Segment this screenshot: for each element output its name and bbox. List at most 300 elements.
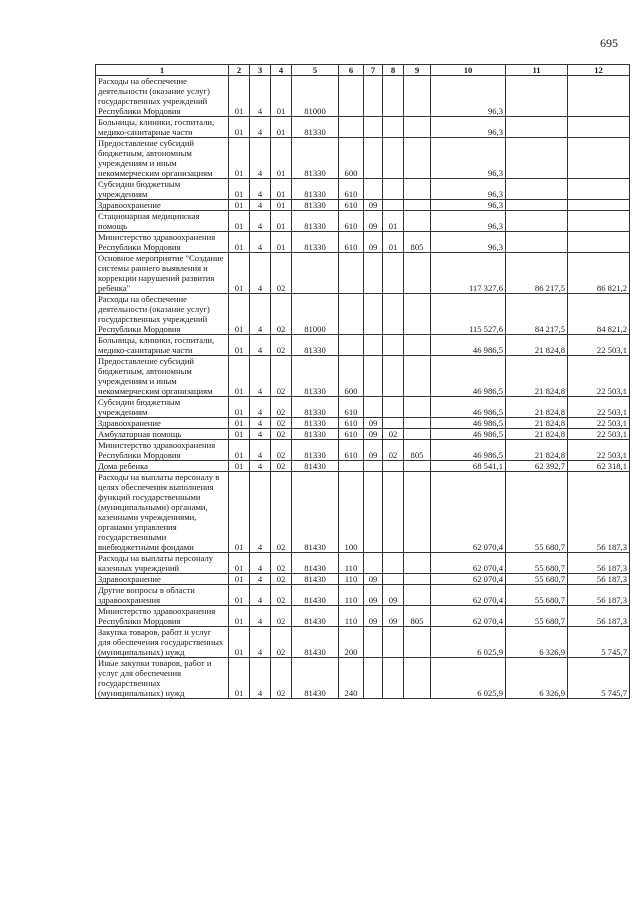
cell-section: 09	[364, 200, 383, 211]
cell-amount-1: 46 986,5	[431, 440, 506, 461]
cell-subprogram: 4	[250, 76, 271, 117]
cell-ministry	[404, 76, 431, 117]
table-row	[96, 658, 630, 699]
cell-amount-3	[568, 76, 630, 117]
cell-subprogram: 4	[250, 627, 271, 658]
table-row	[96, 232, 630, 253]
cell-program: 01	[229, 627, 250, 658]
cell-subsection	[383, 461, 404, 472]
cell-event: 02	[271, 253, 292, 294]
cell-event: 02	[271, 574, 292, 585]
cell-subsection	[383, 179, 404, 200]
cell-expense-type: 240	[339, 658, 364, 699]
cell-direction: 81330	[292, 335, 339, 356]
cell-ministry	[404, 627, 431, 658]
cell-amount-1: 46 986,5	[431, 356, 506, 397]
cell-ministry	[404, 138, 431, 179]
cell-expense-type: 610	[339, 418, 364, 429]
cell-amount-3	[568, 232, 630, 253]
cell-amount-1: 46 986,5	[431, 335, 506, 356]
cell-expense-type: 610	[339, 429, 364, 440]
cell-program: 01	[229, 658, 250, 699]
cell-amount-2: 21 824,8	[506, 356, 568, 397]
cell-amount-1: 115 527,6	[431, 294, 506, 335]
cell-expense-type: 110	[339, 574, 364, 585]
cell-event: 02	[271, 356, 292, 397]
cell-program: 01	[229, 440, 250, 461]
cell-ministry	[404, 585, 431, 606]
cell-amount-2: 6 326,9	[506, 658, 568, 699]
col-header-4: 4	[271, 65, 292, 76]
cell-subprogram: 4	[250, 232, 271, 253]
cell-section	[364, 117, 383, 138]
cell-amount-2	[506, 138, 568, 179]
cell-amount-2	[506, 76, 568, 117]
cell-ministry	[404, 211, 431, 232]
cell-subprogram: 4	[250, 200, 271, 211]
cell-program: 01	[229, 253, 250, 294]
cell-amount-1: 6 025,9	[431, 627, 506, 658]
cell-amount-3	[568, 179, 630, 200]
cell-program: 01	[229, 356, 250, 397]
cell-amount-1: 117 327,6	[431, 253, 506, 294]
cell-expense-type: 110	[339, 585, 364, 606]
cell-expense-type: 610	[339, 440, 364, 461]
cell-subsection	[383, 356, 404, 397]
cell-section: 09	[364, 232, 383, 253]
cell-expense-type: 110	[339, 553, 364, 574]
cell-section	[364, 461, 383, 472]
cell-expense-type	[339, 335, 364, 356]
page-number: 695	[600, 36, 618, 50]
cell-direction: 81330	[292, 232, 339, 253]
cell-amount-3: 56 187,3	[568, 553, 630, 574]
cell-amount-3	[568, 211, 630, 232]
cell-amount-2: 55 680,7	[506, 585, 568, 606]
cell-name: Расходы на обеспечение деятельности (оказание услуг) государственных учреждений Республики Мордовия	[96, 76, 229, 117]
col-header-5: 5	[292, 65, 339, 76]
cell-expense-type	[339, 117, 364, 138]
table-row	[96, 574, 630, 585]
table-row	[96, 627, 630, 658]
cell-subsection	[383, 472, 404, 553]
cell-amount-1: 96,3	[431, 179, 506, 200]
cell-direction: 81430	[292, 606, 339, 627]
cell-section	[364, 335, 383, 356]
table-row	[96, 200, 630, 211]
cell-event: 01	[271, 232, 292, 253]
cell-expense-type	[339, 461, 364, 472]
cell-subsection	[383, 418, 404, 429]
cell-ministry	[404, 658, 431, 699]
col-header-3: 3	[250, 65, 271, 76]
cell-program: 01	[229, 553, 250, 574]
cell-subsection: 01	[383, 211, 404, 232]
cell-name: Предоставление субсидий бюджетным, автономным учреждениям и иным некоммерческим организациям	[96, 356, 229, 397]
cell-subsection	[383, 200, 404, 211]
cell-expense-type: 610	[339, 232, 364, 253]
cell-amount-2: 21 824,8	[506, 335, 568, 356]
cell-subprogram: 4	[250, 294, 271, 335]
cell-direction: 81330	[292, 440, 339, 461]
cell-name: Министерство здравоохранения Республики Мордовия	[96, 606, 229, 627]
cell-direction: 81330	[292, 211, 339, 232]
cell-program: 01	[229, 232, 250, 253]
cell-subsection	[383, 138, 404, 179]
cell-expense-type: 610	[339, 397, 364, 418]
cell-ministry	[404, 179, 431, 200]
cell-amount-3	[568, 200, 630, 211]
cell-subsection	[383, 294, 404, 335]
cell-expense-type	[339, 76, 364, 117]
cell-amount-1: 96,3	[431, 211, 506, 232]
cell-amount-2: 55 680,7	[506, 606, 568, 627]
cell-name: Стационарная медицинская помощь	[96, 211, 229, 232]
header-row	[96, 65, 630, 76]
cell-program: 01	[229, 179, 250, 200]
cell-name: Иные закупки товаров, работ и услуг для обеспечения государственных (муниципальных) нужд	[96, 658, 229, 699]
cell-section	[364, 253, 383, 294]
cell-amount-1: 6 025,9	[431, 658, 506, 699]
cell-section: 09	[364, 606, 383, 627]
cell-name: Дома ребенка	[96, 461, 229, 472]
table-row	[96, 553, 630, 574]
cell-subsection	[383, 627, 404, 658]
cell-amount-3: 56 187,3	[568, 606, 630, 627]
cell-subsection: 02	[383, 440, 404, 461]
cell-expense-type	[339, 253, 364, 294]
cell-name: Субсидии бюджетным учреждениям	[96, 179, 229, 200]
table-row	[96, 429, 630, 440]
cell-subsection: 01	[383, 232, 404, 253]
cell-amount-2: 55 680,7	[506, 574, 568, 585]
cell-amount-1: 96,3	[431, 117, 506, 138]
cell-program: 01	[229, 138, 250, 179]
cell-subprogram: 4	[250, 606, 271, 627]
cell-amount-3: 56 187,3	[568, 472, 630, 553]
cell-section: 09	[364, 211, 383, 232]
cell-amount-1: 62 070,4	[431, 574, 506, 585]
cell-section	[364, 472, 383, 553]
cell-amount-3: 84 821,2	[568, 294, 630, 335]
cell-expense-type: 200	[339, 627, 364, 658]
cell-amount-1: 62 070,4	[431, 606, 506, 627]
cell-ministry	[404, 397, 431, 418]
cell-program: 01	[229, 606, 250, 627]
cell-amount-3: 56 187,3	[568, 574, 630, 585]
cell-ministry	[404, 461, 431, 472]
cell-name: Здравоохранение	[96, 574, 229, 585]
cell-subsection: 09	[383, 585, 404, 606]
cell-amount-2	[506, 179, 568, 200]
cell-subprogram: 4	[250, 461, 271, 472]
cell-direction: 81430	[292, 658, 339, 699]
cell-subprogram: 4	[250, 429, 271, 440]
cell-direction: 81330	[292, 356, 339, 397]
cell-section	[364, 76, 383, 117]
cell-name: Предоставление субсидий бюджетным, автономным учреждениям и иным некоммерческим организациям	[96, 138, 229, 179]
cell-direction	[292, 253, 339, 294]
cell-event: 01	[271, 211, 292, 232]
cell-program: 01	[229, 461, 250, 472]
cell-direction: 81430	[292, 472, 339, 553]
cell-name: Больницы, клиники, госпитали, медико-санитарные части	[96, 117, 229, 138]
cell-program: 01	[229, 294, 250, 335]
cell-direction: 81430	[292, 585, 339, 606]
cell-event: 02	[271, 418, 292, 429]
cell-name: Амбулаторная помощь	[96, 429, 229, 440]
cell-subsection	[383, 76, 404, 117]
cell-event: 02	[271, 397, 292, 418]
cell-subprogram: 4	[250, 553, 271, 574]
cell-ministry: 805	[404, 440, 431, 461]
cell-amount-3: 22 503,1	[568, 335, 630, 356]
cell-ministry	[404, 574, 431, 585]
table-row	[96, 211, 630, 232]
cell-program: 01	[229, 418, 250, 429]
cell-event: 01	[271, 138, 292, 179]
cell-amount-2: 62 392,7	[506, 461, 568, 472]
cell-event: 02	[271, 461, 292, 472]
cell-section: 09	[364, 429, 383, 440]
cell-subsection	[383, 117, 404, 138]
cell-subprogram: 4	[250, 211, 271, 232]
cell-direction: 81330	[292, 429, 339, 440]
cell-section	[364, 294, 383, 335]
cell-amount-3: 22 503,1	[568, 397, 630, 418]
cell-ministry	[404, 117, 431, 138]
cell-expense-type: 600	[339, 138, 364, 179]
cell-subprogram: 4	[250, 418, 271, 429]
cell-amount-3	[568, 117, 630, 138]
cell-subsection	[383, 658, 404, 699]
cell-subprogram: 4	[250, 117, 271, 138]
cell-amount-1: 62 070,4	[431, 585, 506, 606]
cell-subprogram: 4	[250, 253, 271, 294]
cell-name: Другие вопросы в области здравоохранения	[96, 585, 229, 606]
cell-event: 01	[271, 179, 292, 200]
cell-amount-1: 46 986,5	[431, 397, 506, 418]
table-row	[96, 294, 630, 335]
table-row	[96, 179, 630, 200]
cell-subsection	[383, 253, 404, 294]
cell-event: 01	[271, 76, 292, 117]
col-header-2: 2	[229, 65, 250, 76]
cell-amount-3: 22 503,1	[568, 429, 630, 440]
cell-amount-2: 55 680,7	[506, 472, 568, 553]
col-header-10: 10	[431, 65, 506, 76]
table-row	[96, 253, 630, 294]
cell-ministry: 805	[404, 232, 431, 253]
cell-program: 01	[229, 211, 250, 232]
cell-subsection	[383, 335, 404, 356]
cell-amount-2	[506, 211, 568, 232]
table-row	[96, 606, 630, 627]
cell-direction: 81000	[292, 76, 339, 117]
cell-direction: 81430	[292, 627, 339, 658]
cell-direction: 81330	[292, 418, 339, 429]
cell-event: 02	[271, 440, 292, 461]
cell-name: Расходы на выплаты персоналу казенных учреждений	[96, 553, 229, 574]
cell-event: 02	[271, 472, 292, 553]
cell-amount-3: 86 821,2	[568, 253, 630, 294]
table-row	[96, 335, 630, 356]
budget-table	[95, 64, 630, 699]
col-header-11: 11	[506, 65, 568, 76]
cell-amount-1: 62 070,4	[431, 553, 506, 574]
cell-amount-1: 46 986,5	[431, 429, 506, 440]
cell-name: Здравоохранение	[96, 418, 229, 429]
cell-name: Закупка товаров, работ и услуг для обеспечения государственных (муниципальных) нужд	[96, 627, 229, 658]
cell-name: Больницы, клиники, госпитали, медико-санитарные части	[96, 335, 229, 356]
cell-event: 02	[271, 294, 292, 335]
cell-ministry	[404, 356, 431, 397]
cell-direction: 81330	[292, 138, 339, 179]
cell-subprogram: 4	[250, 658, 271, 699]
cell-section	[364, 553, 383, 574]
table-row	[96, 461, 630, 472]
table-row	[96, 138, 630, 179]
cell-program: 01	[229, 397, 250, 418]
cell-expense-type: 110	[339, 606, 364, 627]
cell-name: Основное мероприятие "Создание системы раннего выявления и коррекции нарушений развития ребенка"	[96, 253, 229, 294]
cell-ministry	[404, 335, 431, 356]
cell-name: Министерство здравоохранения Республики Мордовия	[96, 232, 229, 253]
col-header-1: 1	[96, 65, 229, 76]
cell-program: 01	[229, 117, 250, 138]
cell-amount-2	[506, 117, 568, 138]
cell-subprogram: 4	[250, 574, 271, 585]
cell-amount-1: 96,3	[431, 76, 506, 117]
cell-ministry	[404, 429, 431, 440]
cell-event: 02	[271, 658, 292, 699]
col-header-12: 12	[568, 65, 630, 76]
cell-direction: 81330	[292, 179, 339, 200]
cell-amount-2: 21 824,8	[506, 418, 568, 429]
cell-amount-2: 21 824,8	[506, 429, 568, 440]
cell-amount-2: 21 824,8	[506, 440, 568, 461]
table-row	[96, 472, 630, 553]
cell-direction: 81000	[292, 294, 339, 335]
cell-amount-1: 96,3	[431, 138, 506, 179]
cell-section	[364, 179, 383, 200]
cell-section: 09	[364, 574, 383, 585]
cell-direction: 81430	[292, 553, 339, 574]
cell-amount-2	[506, 200, 568, 211]
cell-amount-3: 22 503,1	[568, 356, 630, 397]
cell-subsection: 02	[383, 429, 404, 440]
cell-section: 09	[364, 418, 383, 429]
cell-amount-2: 6 326,9	[506, 627, 568, 658]
cell-ministry	[404, 200, 431, 211]
cell-direction: 81330	[292, 200, 339, 211]
cell-section	[364, 397, 383, 418]
cell-section	[364, 627, 383, 658]
cell-ministry	[404, 553, 431, 574]
cell-amount-1: 96,3	[431, 200, 506, 211]
table-row	[96, 76, 630, 117]
cell-ministry	[404, 418, 431, 429]
cell-subprogram: 4	[250, 179, 271, 200]
table-row	[96, 418, 630, 429]
table-row	[96, 440, 630, 461]
cell-event: 02	[271, 627, 292, 658]
cell-ministry	[404, 472, 431, 553]
cell-subsection	[383, 397, 404, 418]
cell-amount-1: 68 541,1	[431, 461, 506, 472]
cell-event: 01	[271, 200, 292, 211]
cell-subsection: 09	[383, 606, 404, 627]
cell-event: 02	[271, 335, 292, 356]
cell-amount-3: 5 745,7	[568, 658, 630, 699]
cell-subprogram: 4	[250, 472, 271, 553]
cell-event: 02	[271, 585, 292, 606]
cell-direction: 81430	[292, 461, 339, 472]
cell-section	[364, 138, 383, 179]
cell-program: 01	[229, 200, 250, 211]
cell-section	[364, 658, 383, 699]
cell-program: 01	[229, 335, 250, 356]
cell-amount-3: 5 745,7	[568, 627, 630, 658]
cell-subprogram: 4	[250, 335, 271, 356]
col-header-6: 6	[339, 65, 364, 76]
cell-subprogram: 4	[250, 440, 271, 461]
cell-amount-2: 21 824,8	[506, 397, 568, 418]
cell-direction: 81430	[292, 574, 339, 585]
cell-expense-type: 610	[339, 211, 364, 232]
cell-ministry	[404, 294, 431, 335]
cell-event: 02	[271, 429, 292, 440]
cell-event: 01	[271, 117, 292, 138]
cell-expense-type: 600	[339, 356, 364, 397]
cell-ministry: 805	[404, 606, 431, 627]
table-row	[96, 356, 630, 397]
cell-direction: 81330	[292, 117, 339, 138]
cell-subprogram: 4	[250, 138, 271, 179]
cell-expense-type	[339, 294, 364, 335]
cell-expense-type: 610	[339, 179, 364, 200]
cell-amount-2: 84 217,5	[506, 294, 568, 335]
cell-program: 01	[229, 76, 250, 117]
cell-amount-2: 86 217,5	[506, 253, 568, 294]
cell-event: 02	[271, 553, 292, 574]
cell-amount-2: 55 680,7	[506, 553, 568, 574]
col-header-7: 7	[364, 65, 383, 76]
cell-program: 01	[229, 585, 250, 606]
cell-section: 09	[364, 585, 383, 606]
cell-ministry	[404, 253, 431, 294]
cell-name: Министерство здравоохранения Республики Мордовия	[96, 440, 229, 461]
cell-program: 01	[229, 574, 250, 585]
cell-name: Здравоохранение	[96, 200, 229, 211]
table-row	[96, 117, 630, 138]
cell-amount-3: 22 503,1	[568, 418, 630, 429]
cell-amount-3: 62 318,1	[568, 461, 630, 472]
cell-direction: 81330	[292, 397, 339, 418]
cell-subprogram: 4	[250, 585, 271, 606]
table-row	[96, 397, 630, 418]
cell-program: 01	[229, 429, 250, 440]
cell-amount-1: 62 070,4	[431, 472, 506, 553]
col-header-8: 8	[383, 65, 404, 76]
cell-subprogram: 4	[250, 397, 271, 418]
cell-expense-type: 610	[339, 200, 364, 211]
cell-program: 01	[229, 472, 250, 553]
cell-amount-1: 96,3	[431, 232, 506, 253]
table-body	[96, 76, 630, 699]
cell-subsection	[383, 574, 404, 585]
cell-amount-2	[506, 232, 568, 253]
